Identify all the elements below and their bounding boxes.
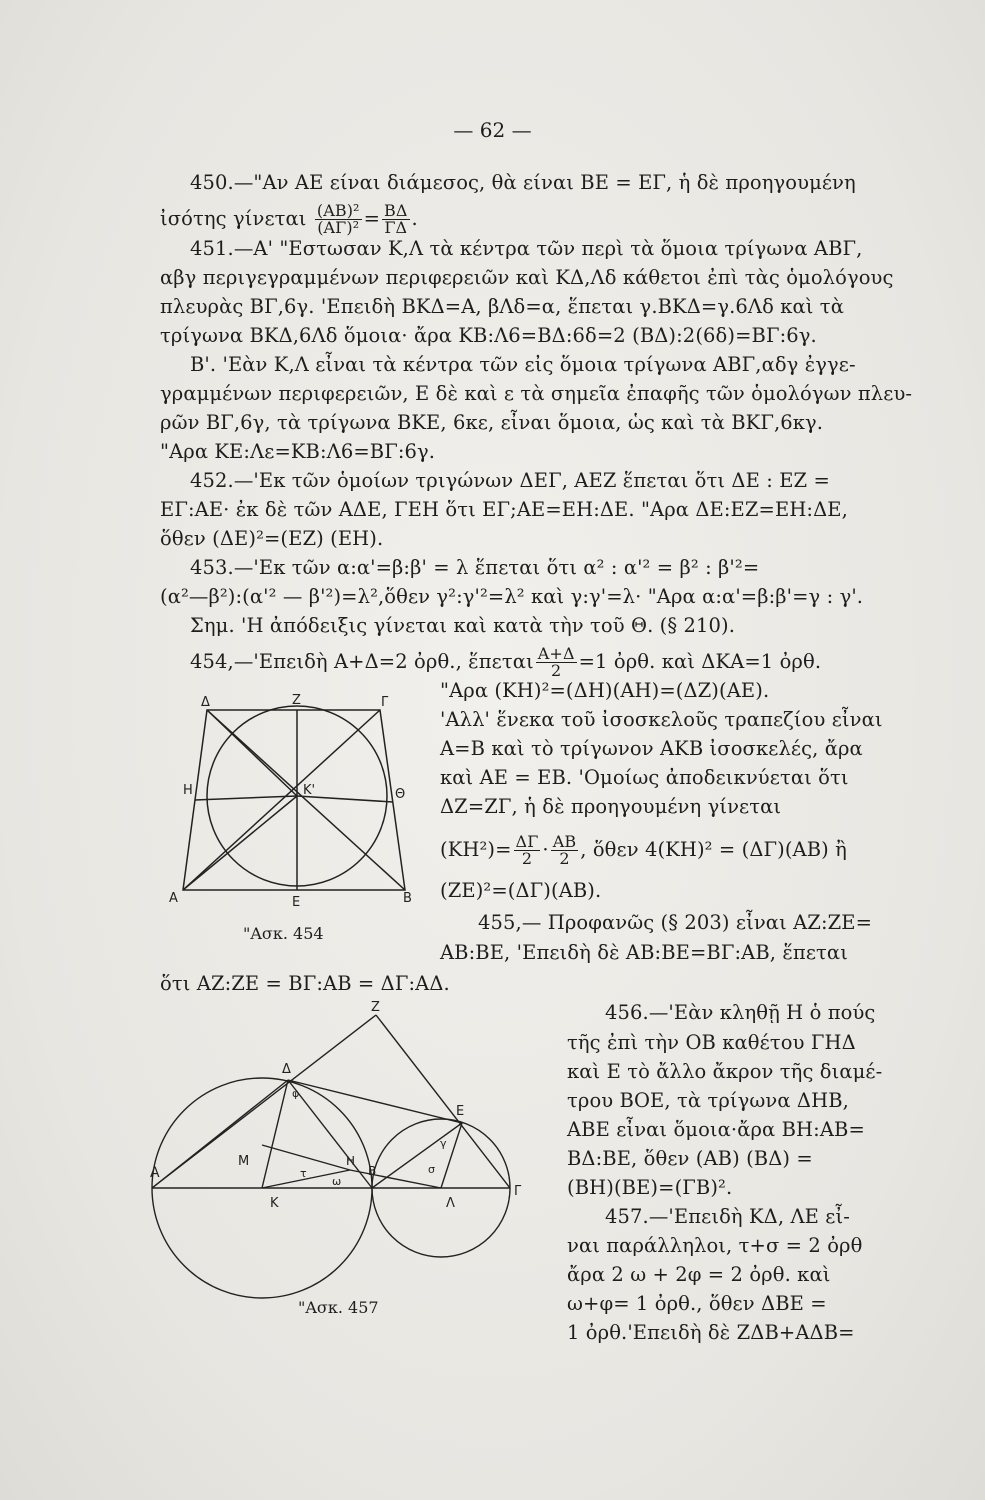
text-line: τῆς ἐπὶ τὴν ΟΒ καθέτου ΓΗΔ xyxy=(567,1031,856,1054)
label-G: Γ xyxy=(514,1184,522,1199)
label-L: Λ xyxy=(446,1196,455,1211)
label-phi: φ xyxy=(292,1087,300,1100)
text-line: 'Αλλ' ἕνεκα τοῦ ἰσοσκελοῦς τραπεζίου εἶναι xyxy=(440,708,883,731)
label-H: Η xyxy=(183,783,193,798)
fraction: $\frac{B\Delta}{\Gamma\Delta}$ xyxy=(384,201,408,237)
radius-le-line xyxy=(441,1123,462,1188)
label-E: Ε xyxy=(292,895,301,910)
label-K: Κ xyxy=(270,1196,279,1211)
label-omega: ω xyxy=(332,1175,342,1188)
text-line: (ΖΕ)²=(ΔΓ)(ΑΒ). xyxy=(440,879,602,902)
label-Z: Z xyxy=(371,1000,380,1015)
fraction: $\frac{\Delta\Gamma}{2}$ xyxy=(515,832,539,868)
text-line: τρίγωνα ΒΚΔ,6Λδ ὅμοια· ἄρα ΚΒ:Λ6=ΒΔ:6δ=2 (ΒΔ):2(6δ)=ΒΓ:6γ. xyxy=(160,324,817,347)
text-line: 455,— Προφανῶς (§ 203) εἶναι ΑΖ:ΖΕ= xyxy=(478,911,873,934)
text-line: (α²—β²):(α'² — β'²)=λ²,ὅθεν γ²:γ'²=λ² καὶ γ:γ'=λ· "Αρα α:α'=β:β'=γ : γ'. xyxy=(160,585,864,608)
fraction: $\frac{A+\Delta}{2}$ xyxy=(537,644,575,680)
text-line: 450.—"Αν ΑΕ είναι διάμεσος, θὰ είναι ΒΕ = ΕΓ, ἡ δὲ προηγουμένη xyxy=(190,171,856,194)
tangent-de-line xyxy=(288,1080,465,1123)
text-line: ὅθεν (ΔΕ)²=(ΕΖ) (ΕΗ). xyxy=(160,527,384,550)
text-line: (ΚΗ²)= xyxy=(440,838,512,861)
text-line: πλευρὰς ΒΓ,6γ. 'Επειδὴ ΒΚΔ=Α, βΛδ=α, ἕπεται γ.ΒΚΔ=γ.6Λδ καὶ τὰ xyxy=(160,295,844,318)
text-line: ΔΖ=ΖΓ, ἡ δὲ προηγουμένη γίνεται xyxy=(440,795,782,818)
text-line: Β'. 'Εὰν Κ,Λ εἶναι τὰ κέντρα τῶν εἰς ὅμοια τρίγωνα ΑΒΓ,αδγ ἐγγε- xyxy=(190,353,856,376)
label-E: Ε xyxy=(456,1104,465,1119)
figure-457-diagram xyxy=(150,1000,570,1305)
line-zg xyxy=(376,1015,510,1188)
text-line-450-eq: ἰσότης γίνεται $\frac{\text{(ΑΒ)²}}{\text{(ΑΓ)²}}$ = $\frac{B\Delta}{\Gamma\Delta}$ . xyxy=(160,201,418,237)
label-A: Α xyxy=(150,1165,160,1181)
text-line: Α=Β καὶ τὸ τρίγωνον ΑΚΒ ἰσοσκελές, ἄρα xyxy=(440,737,863,760)
line-eb xyxy=(372,1123,462,1188)
text-line: ἄρα 2 ω + 2φ = 2 ὀρθ. καὶ xyxy=(567,1263,831,1286)
label-D: Δ xyxy=(201,695,210,710)
text-line: ΒΔ:ΒΕ, ὅθεν (ΑΒ) (ΒΔ) = xyxy=(567,1147,813,1170)
label-B: Β xyxy=(368,1164,377,1178)
text-line: ΕΓ:ΑΕ· ἐκ δὲ τῶν ΑΔΕ, ΓΕΗ ὅτι ΕΓ;ΑΕ=ΕΗ:ΔΕ. "Αρα ΔΕ:ΕΖ=ΕΗ:ΔΕ, xyxy=(160,498,848,521)
text-line: 456.—'Εὰν κληθῇ Η ὁ πούς xyxy=(605,1001,876,1024)
text-line-454 xyxy=(190,646,821,679)
text-line: ρῶν ΒΓ,6γ, τὰ τρίγωνα ΒΚΕ, 6κε, εἶναι ὅμοια, ὡς καὶ τὰ ΒΚΓ,6κγ. xyxy=(160,411,824,434)
label-Th: Θ xyxy=(395,787,406,802)
label-gamma: γ xyxy=(440,1137,447,1150)
text-line: (ΒΗ)(ΒΕ)=(ΓΒ)². xyxy=(567,1176,733,1199)
text-line-kh: (ΚΗ²)= $\frac{\Delta\Gamma}{2}$ · $\frac{AB}{2}$ , ὅθεν 4(ΚΗ)² = (ΔΓ)(ΑΒ) ἢ xyxy=(440,832,847,868)
text-line: ναι παράλληλοι, τ+σ = 2 ὀρθ xyxy=(567,1234,863,1257)
figure-454-diagram xyxy=(165,690,425,930)
text-line: ὅτι ΑΖ:ΖΕ = ΒΓ:ΑΒ = ΔΓ:ΑΔ. xyxy=(160,972,450,995)
label-H: Η xyxy=(346,1154,356,1168)
chord-da-line xyxy=(152,1080,288,1188)
text-line: ΑΒ:ΒΕ, 'Επειδὴ δὲ ΑΒ:ΒΕ=ΒΓ:ΑΒ, ἕπεται xyxy=(440,941,848,964)
figure-454-caption: "Ασκ. 454 xyxy=(243,924,324,943)
label-Z: Z xyxy=(292,693,301,708)
text-line: , ὅθεν 4(ΚΗ)² = (ΔΓ)(ΑΒ) ἢ xyxy=(580,838,847,861)
radius-kd-line xyxy=(262,1080,288,1188)
text-line: 454,—'Επειδὴ Α+Δ=2 ὀρθ., ἕπεται xyxy=(190,650,534,673)
label-K: Κ' xyxy=(303,783,316,798)
text-line: αβγ περιγεγραμμένων περιφερειῶν καὶ ΚΔ,Λδ κάθετοι ἐπὶ τὰς ὁμολόγους xyxy=(160,266,894,289)
text-line: Σημ. 'Η ἀπόδειξις γίνεται καὶ κατὰ τὴν τοῦ Θ. (§ 210). xyxy=(190,614,736,637)
label-D: Δ xyxy=(282,1062,291,1077)
text-line: 452.—'Εκ τῶν ὁμοίων τριγώνων ΔΕΓ, ΑΕΖ ἕπεται ὅτι ΔΕ : ΕΖ = xyxy=(190,469,830,492)
label-G: Γ xyxy=(381,695,389,710)
label-sigma: σ xyxy=(428,1163,435,1176)
text-line: "Αρα (ΚΗ)²=(ΔΗ)(ΑΗ)=(ΔΖ)(ΑΕ). xyxy=(440,679,770,702)
text-line: ΑΒΕ εἶναι ὅμοια·ἄρα ΒΗ:ΑΒ= xyxy=(567,1118,865,1141)
text-line: τρου ΒΟΕ, τὰ τρίγωνα ΔΗΒ, xyxy=(567,1089,849,1112)
label-B: Β xyxy=(403,891,412,906)
text-line: καὶ ΑΕ = ΕΒ. 'Ομοίως ἀποδεικνύεται ὅτι xyxy=(440,766,849,789)
text-line: γραμμένων περιφερειῶν, Ε δὲ καὶ ε τὰ σημεῖα ἐπαφῆς τῶν ὁμολόγων πλευ- xyxy=(160,382,913,405)
text-line: =1 ὀρθ. καὶ ΔΚΑ=1 ὀρθ. xyxy=(578,650,822,673)
figure-457-caption: "Ασκ. 457 xyxy=(298,1298,379,1317)
text-line: 1 ὀρθ.'Επειδὴ δὲ ΖΔΒ+ΑΔΒ= xyxy=(567,1321,855,1344)
text-line: ἰσότης γίνεται xyxy=(160,207,307,230)
fraction: $\frac{\text{(ΑΒ)²}}{\text{(ΑΓ)²}}$ xyxy=(316,201,360,237)
segment-ak-line xyxy=(183,796,297,890)
text-line: "Αρα ΚΕ:Λε=ΚΒ:Λ6=ΒΓ:6γ. xyxy=(160,440,436,463)
text-line: καὶ Ε τὸ ἄλλο ἄκρον τῆς διαμέ- xyxy=(567,1060,883,1083)
label-A: Α xyxy=(169,891,178,906)
fraction: $\frac{AB}{2}$ xyxy=(552,832,577,868)
label-M: Μ xyxy=(238,1154,250,1169)
segment-dk-line xyxy=(207,710,297,796)
page-number: — 62 — xyxy=(453,118,532,142)
text-line: 453.—'Εκ τῶν α:α'=β:β' = λ ἕπεται ὅτι α² : α'² = β² : β'²= xyxy=(190,556,760,579)
text-line: 451.—Α' "Εστωσαν Κ,Λ τὰ κέντρα τῶν περὶ τὰ ὅμοια τρίγωνα ΑΒΓ, xyxy=(190,237,863,260)
text-line: 457.—'Επειδὴ ΚΔ, ΛΕ εἶ- xyxy=(605,1205,850,1228)
label-tau: τ xyxy=(300,1167,307,1180)
text-line: ω+φ= 1 ὀρθ., ὅθεν ΔΒΕ = xyxy=(567,1292,827,1315)
